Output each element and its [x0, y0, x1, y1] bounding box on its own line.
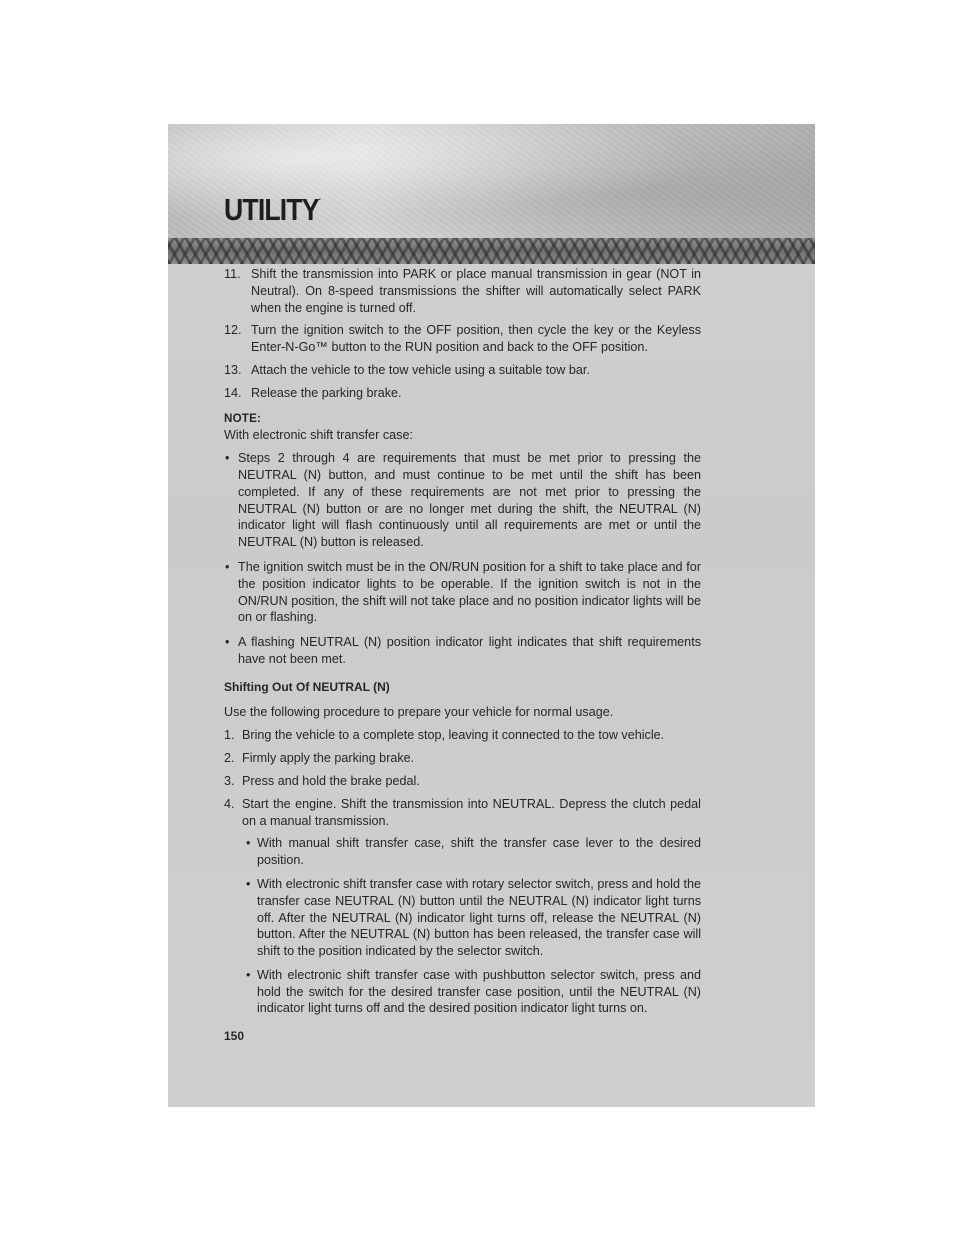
step-13: 13. Attach the vehicle to the tow vehicle using a suitable tow bar.	[224, 362, 590, 377]
section-heading: Shifting Out Of NEUTRAL (N)	[224, 679, 390, 694]
note-bullet: • Steps 2 through 4 are requirements that must be met prior to pressing the NEUTRAL (N) button, and must continue to be met until the shift has been completed. If any of these requirements are not met prior to pressing the NEUTRAL (N) button or are no longer met during the shift, the NEUTRAL (N) indicator light will flash continuously until all requirements are met or until the NEUTRAL (N) button is released.	[225, 451, 701, 550]
note-bullet: • The ignition switch must be in the ON/RUN position for a shift to take place and for the position indicator lights to be operable. If the ignition switch is not in the ON/RUN position, the shift will not take place and no position indicator lights will be on or flashing.	[225, 559, 701, 625]
step-3: 3. Press and hold the brake pedal.	[224, 773, 420, 788]
sub-bullet: • With manual shift transfer case, shift the transfer case lever to the desired position.	[246, 836, 701, 868]
note-heading: NOTE:	[224, 411, 262, 425]
step-4: 4. Start the engine. Shift the transmission into NEUTRAL. Depress the clutch pedal on a manual transmission.	[224, 796, 701, 828]
sub-bullet: • With electronic shift transfer case with rotary selector switch, press and hold the transfer case NEUTRAL (N) button until the NEUTRAL (N) indicator light turns off. After the NEUTRAL (N) indicator light turns off, release the NEUTRAL (N) button. After the NEUTRAL (N) button has been released, the transfer case will shift to the position indicated by the selector switch.	[246, 876, 701, 959]
page-content	[224, 266, 701, 1024]
step-12: 12. Turn the ignition switch to the OFF position, then cycle the key or the Keyless Enter-N-Go™ button to the RUN position and back to the OFF position.	[224, 323, 701, 355]
step-1: 1. Bring the vehicle to a complete stop, leaving it connected to the tow vehicle.	[224, 728, 665, 743]
section-title: UTILITY.	[224, 192, 321, 227]
step-14: 14. Release the parking brake.	[224, 385, 402, 400]
section-intro: Use the following procedure to prepare your vehicle for normal usage.	[224, 704, 614, 719]
sub-bullet: • With electronic shift transfer case with pushbutton selector switch, press and hold the switch for the desired transfer case position, until the NEUTRAL (N) indicator light turns off and the desired position indicator light turns on.	[246, 967, 701, 1016]
manual-page	[168, 124, 815, 1107]
page-number: 150	[224, 1029, 245, 1043]
step-2: 2. Firmly apply the parking brake.	[224, 751, 415, 766]
step-11: 11. Shift the transmission into PARK or place manual transmission in gear (NOT in Neutral). On 8-speed transmissions the shifter will automatically select PARK when the engine is turned off.	[224, 267, 701, 315]
note-intro: With electronic shift transfer case:	[224, 428, 413, 443]
section-header-banner	[168, 124, 815, 238]
note-bullet: • A flashing NEUTRAL (N) position indicator light indicates that shift requirements have not been met.	[225, 635, 701, 666]
tire-tread-divider	[168, 238, 815, 264]
